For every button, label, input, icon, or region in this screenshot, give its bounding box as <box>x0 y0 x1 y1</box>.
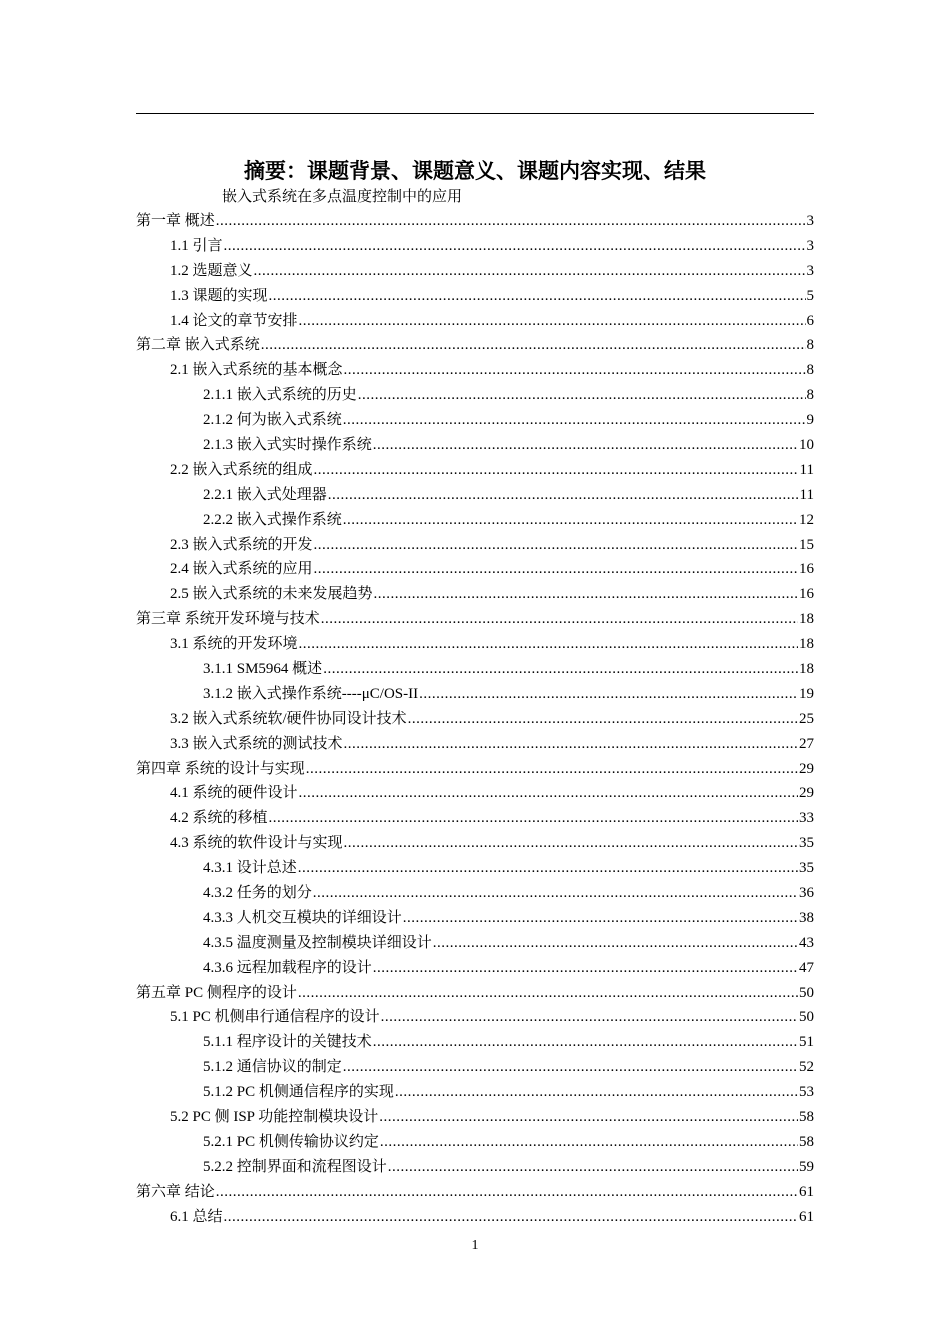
toc-entry[interactable] <box>136 732 814 757</box>
toc-entry-page: 50 <box>799 1009 814 1026</box>
toc-entry-page: 52 <box>799 1059 814 1076</box>
toc-entry-title: 第一章 概述 <box>136 212 215 229</box>
toc-dot-leader <box>379 1105 798 1130</box>
toc-entry-page: 61 <box>799 1208 814 1225</box>
toc-dot-leader <box>344 732 798 757</box>
toc-dot-leader <box>433 931 798 956</box>
toc-entry-page: 33 <box>799 810 814 827</box>
toc-entry[interactable] <box>136 1130 814 1155</box>
toc-entry-page: 25 <box>799 710 814 727</box>
toc-entry-page: 58 <box>799 1109 814 1126</box>
toc-entry-page: 36 <box>799 885 814 902</box>
toc-entry-page: 38 <box>799 909 814 926</box>
toc-entry[interactable] <box>136 707 814 732</box>
toc-entry-page: 16 <box>799 586 814 603</box>
toc-entry[interactable] <box>136 607 814 632</box>
toc-dot-leader <box>373 1030 798 1055</box>
toc-entry-page: 5 <box>806 287 814 304</box>
toc-dot-leader <box>388 1155 798 1180</box>
toc-entry-page: 61 <box>799 1183 814 1200</box>
toc-dot-leader <box>343 408 806 433</box>
toc-entry[interactable] <box>136 1055 814 1080</box>
toc-entry[interactable] <box>136 209 814 234</box>
toc-entry-page: 15 <box>799 536 814 553</box>
toc-entry[interactable] <box>136 856 814 881</box>
toc-entry[interactable] <box>136 1180 814 1205</box>
toc-entry-page: 12 <box>799 511 814 528</box>
toc-entry-title: 2.1.1 嵌入式系统的历史 <box>203 387 357 404</box>
toc-entry-page: 3 <box>806 212 814 229</box>
toc-dot-leader <box>306 757 798 782</box>
toc-entry[interactable] <box>136 234 814 259</box>
abstract-heading: 摘要：课题背景、课题意义、课题内容实现、结果 <box>244 159 706 183</box>
toc-entry[interactable] <box>136 682 814 707</box>
toc-dot-leader <box>313 881 798 906</box>
toc-entry-title: 3.1 系统的开发环境 <box>170 636 298 653</box>
toc-dot-leader <box>269 806 798 831</box>
toc-dot-leader <box>314 557 798 582</box>
toc-entry-title: 6.1 总结 <box>170 1208 223 1225</box>
toc-dot-leader <box>298 981 798 1006</box>
toc-entry[interactable] <box>136 906 814 931</box>
toc-entry-title: 4.3.5 温度测量及控制模块详细设计 <box>203 934 432 951</box>
toc-dot-leader <box>261 333 806 358</box>
toc-entry-page: 29 <box>799 760 814 777</box>
table-of-contents <box>136 209 814 1230</box>
toc-entry-page: 3 <box>806 237 814 254</box>
toc-entry[interactable] <box>136 831 814 856</box>
toc-entry-title: 4.3.1 设计总述 <box>203 860 297 877</box>
toc-dot-leader <box>254 259 806 284</box>
toc-entry[interactable] <box>136 408 814 433</box>
toc-dot-leader <box>344 831 798 856</box>
toc-entry-page: 53 <box>799 1084 814 1101</box>
toc-entry[interactable] <box>136 881 814 906</box>
toc-entry-page: 10 <box>799 437 814 453</box>
toc-entry-title: 3.3 嵌入式系统的测试技术 <box>170 735 343 752</box>
toc-entry-title: 2.2.2 嵌入式操作系统 <box>203 511 342 528</box>
toc-entry[interactable] <box>136 1155 814 1180</box>
toc-dot-leader <box>224 234 806 259</box>
toc-entry-page: 18 <box>799 636 814 653</box>
toc-entry-title: 第三章 系统开发环境与技术 <box>136 611 320 628</box>
toc-entry[interactable] <box>136 383 814 408</box>
toc-entry[interactable] <box>136 284 814 309</box>
toc-entry-page: 8 <box>806 337 814 354</box>
toc-dot-leader <box>408 707 798 732</box>
toc-entry-title: 2.4 嵌入式系统的应用 <box>170 561 313 578</box>
toc-entry-title: 1.2 选题意义 <box>170 262 253 279</box>
toc-entry-title: 5.2.1 PC 机侧传输协议约定 <box>203 1133 379 1150</box>
toc-entry[interactable] <box>136 757 814 782</box>
toc-entry-title: 5.1.1 程序设计的关键技术 <box>203 1034 372 1051</box>
toc-entry-title: 2.5 嵌入式系统的未来发展趋势 <box>170 586 373 603</box>
toc-entry-page: 16 <box>799 561 814 578</box>
toc-entry[interactable] <box>136 1006 814 1031</box>
toc-entry-page: 3 <box>806 262 814 279</box>
toc-dot-leader <box>216 209 806 234</box>
toc-entry[interactable] <box>136 781 814 806</box>
toc-dot-leader <box>216 1180 798 1205</box>
toc-entry[interactable] <box>136 632 814 657</box>
toc-entry-title: 2.3 嵌入式系统的开发 <box>170 536 313 553</box>
toc-dot-leader <box>314 533 798 558</box>
toc-dot-leader <box>419 682 798 707</box>
toc-entry-page: 11 <box>799 461 814 478</box>
toc-entry[interactable] <box>136 309 814 334</box>
toc-entry-title: 3.1.2 嵌入式操作系统----μC/OS-II <box>203 685 419 702</box>
toc-entry-title: 第六章 结论 <box>136 1183 215 1200</box>
thesis-title: 嵌入式系统在多点温度控制中的应用 <box>222 189 463 205</box>
toc-dot-leader <box>395 1080 798 1105</box>
toc-entry-page: 35 <box>799 835 814 852</box>
toc-dot-leader <box>381 1005 798 1030</box>
toc-dot-leader <box>358 383 806 408</box>
toc-entry[interactable] <box>136 259 814 284</box>
toc-entry-title: 4.3.2 任务的划分 <box>203 885 312 902</box>
toc-entry-page: 51 <box>799 1034 814 1051</box>
toc-entry-page: 8 <box>806 362 814 379</box>
toc-dot-leader <box>299 632 798 657</box>
toc-entry-page: 6 <box>806 312 814 329</box>
toc-dot-leader <box>298 856 798 881</box>
toc-entry-title: 1.4 论文的章节安排 <box>170 312 298 329</box>
toc-entry-page: 19 <box>799 685 814 702</box>
toc-entry-title: 4.3.6 远程加载程序的设计 <box>203 959 372 976</box>
toc-dot-leader <box>380 1130 798 1155</box>
toc-entry[interactable] <box>136 508 814 533</box>
toc-entry-title: 5.2.2 控制界面和流程图设计 <box>203 1158 387 1175</box>
toc-entry-title: 5.1 PC 机侧串行通信程序的设计 <box>170 1009 380 1026</box>
toc-entry[interactable] <box>136 657 814 682</box>
toc-entry[interactable] <box>136 1105 814 1130</box>
toc-entry[interactable] <box>136 582 814 607</box>
toc-entry-page: 9 <box>806 412 814 429</box>
toc-dot-leader <box>323 657 798 682</box>
toc-entry-title: 5.1.2 通信协议的制定 <box>203 1059 342 1076</box>
toc-entry-title: 1.3 课题的实现 <box>170 287 268 304</box>
toc-entry[interactable] <box>136 1205 814 1230</box>
toc-entry[interactable] <box>136 358 814 383</box>
toc-entry-title: 2.1.3 嵌入式实时操作系统 <box>203 437 372 453</box>
toc-entry[interactable] <box>136 433 814 458</box>
toc-entry-page: 35 <box>799 860 814 877</box>
toc-dot-leader <box>321 607 798 632</box>
toc-entry-title: 4.3 系统的软件设计与实现 <box>170 835 343 852</box>
toc-dot-leader <box>373 956 798 981</box>
toc-entry-title: 2.2 嵌入式系统的组成 <box>170 461 313 478</box>
toc-entry-page: 18 <box>799 611 814 628</box>
toc-entry[interactable] <box>136 458 814 483</box>
toc-entry-title: 1.1 引言 <box>170 237 223 254</box>
toc-entry-title: 4.2 系统的移植 <box>170 810 268 827</box>
toc-dot-leader <box>344 358 806 383</box>
toc-entry[interactable] <box>136 931 814 956</box>
toc-entry[interactable] <box>136 956 814 981</box>
toc-entry-title: 2.2.1 嵌入式处理器 <box>203 486 327 503</box>
toc-dot-leader <box>224 1205 798 1230</box>
toc-entry-title: 4.1 系统的硬件设计 <box>170 785 298 802</box>
toc-entry-page: 8 <box>806 387 814 404</box>
header-rule <box>136 113 814 114</box>
toc-entry-title: 3.1.1 SM5964 概述 <box>203 661 323 678</box>
toc-entry[interactable] <box>136 533 814 558</box>
toc-dot-leader <box>374 582 798 607</box>
toc-entry-title: 第二章 嵌入式系统 <box>136 337 260 354</box>
toc-dot-leader <box>314 458 799 483</box>
toc-entry[interactable] <box>136 333 814 358</box>
toc-entry[interactable] <box>136 1030 814 1055</box>
toc-entry-page: 43 <box>799 934 814 951</box>
toc-dot-leader <box>373 433 798 458</box>
toc-entry-page: 29 <box>799 785 814 802</box>
toc-entry[interactable] <box>136 483 814 508</box>
toc-dot-leader <box>299 781 798 806</box>
toc-dot-leader <box>328 483 799 508</box>
toc-dot-leader <box>343 508 798 533</box>
toc-entry-title: 第四章 系统的设计与实现 <box>136 760 305 777</box>
toc-entry-title: 2.1 嵌入式系统的基本概念 <box>170 362 343 379</box>
toc-entry[interactable] <box>136 1080 814 1105</box>
toc-entry-title: 第五章 PC 侧程序的设计 <box>136 984 297 1001</box>
toc-entry[interactable] <box>136 981 814 1006</box>
toc-dot-leader <box>343 1055 798 1080</box>
toc-entry-title: 2.1.2 何为嵌入式系统 <box>203 412 342 429</box>
toc-entry-title: 5.2 PC 侧 ISP 功能控制模块设计 <box>170 1109 379 1126</box>
toc-entry[interactable] <box>136 806 814 831</box>
toc-entry-page: 47 <box>799 959 814 976</box>
toc-entry-title: 3.2 嵌入式系统软/硬件协同设计技术 <box>170 710 407 727</box>
toc-entry-page: 27 <box>799 735 814 752</box>
toc-entry-page: 59 <box>799 1158 814 1175</box>
toc-entry[interactable] <box>136 557 814 582</box>
toc-entry-title: 4.3.3 人机交互模块的详细设计 <box>203 909 402 926</box>
toc-dot-leader <box>269 284 806 309</box>
toc-entry-page: 58 <box>799 1133 814 1150</box>
toc-entry-title: 5.1.2 PC 机侧通信程序的实现 <box>203 1084 394 1101</box>
toc-dot-leader <box>299 309 806 334</box>
page-number: 1 <box>471 1238 479 1253</box>
toc-dot-leader <box>403 906 798 931</box>
toc-entry-page: 50 <box>799 984 814 1001</box>
toc-entry-page: 18 <box>799 661 814 678</box>
toc-entry-page: 11 <box>799 486 814 503</box>
